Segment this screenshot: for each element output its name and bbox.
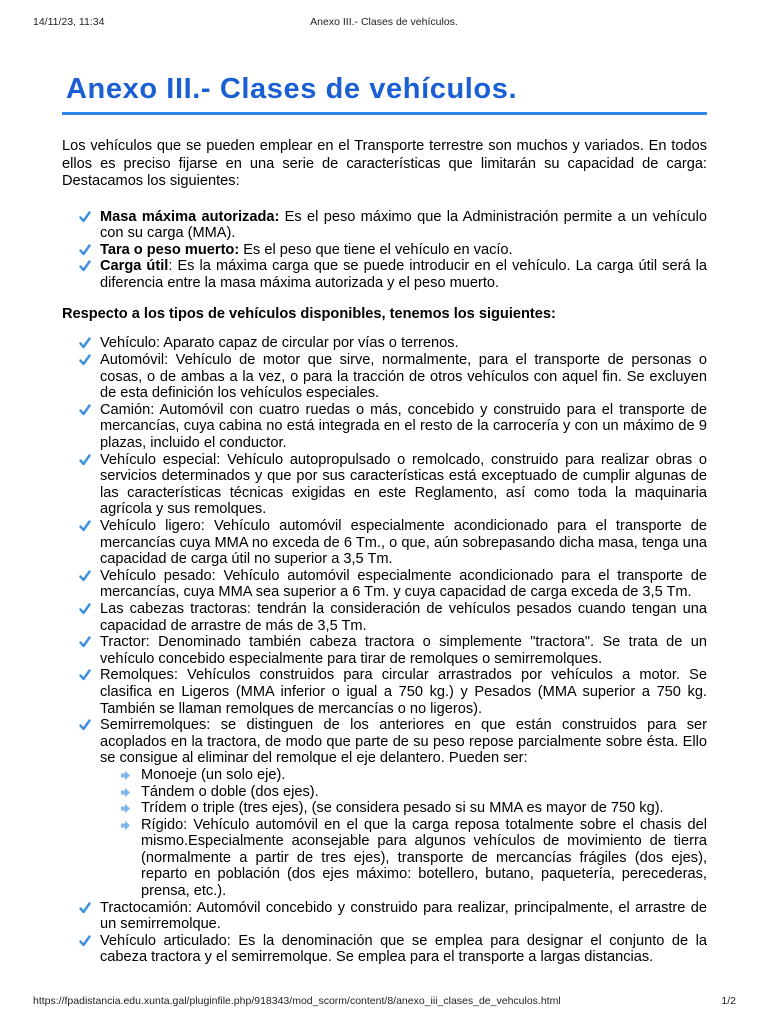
arrow-right-icon: [120, 803, 131, 814]
arrow-right-icon: [120, 820, 131, 831]
subtype-text: Monoeje (un solo eje).: [141, 766, 286, 783]
check-icon: [79, 636, 91, 648]
types-heading: Respecto a los tipos de vehículos disponibles, tenemos los siguientes:: [62, 306, 556, 323]
list-item: [100, 568, 707, 601]
source-url: https://fpadistancia.edu.xunta.gal/pluginfile.php/918343/mod_scorm/content/8/anexo_iii_clases_de_vehculos.html: [33, 995, 561, 1007]
check-icon: [79, 454, 91, 466]
arrow-right-icon: [120, 770, 131, 781]
check-icon: [79, 935, 91, 947]
list-item: [100, 402, 707, 452]
list-item: [100, 209, 707, 242]
page-title: Anexo III.- Clases de vehículos.: [62, 70, 707, 115]
print-date: 14/11/23, 11:34: [33, 16, 105, 28]
vehicle-type-text: Vehículo ligero: Vehículo automóvil especialmente acondicionado para el transporte de mercancías cuya MMA no exceda de 6 Tm., o que, aún sobrepasando dicha masa, tenga una capacidad de carga útil no superior a 3,5 Tm.: [100, 518, 707, 568]
sub-list-item: [141, 767, 707, 784]
document-content: [62, 70, 707, 966]
check-icon: [79, 902, 91, 914]
vehicle-type-text: Vehículo especial: Vehículo autopropulsado o remolcado, construido para realizar obras o servicios determinados y que por sus características está exceptuado de cumplir algunas de las características técnicas exigidas en este Reglamento, así como toda la maquinaria agrícola y sus remolques.: [100, 451, 707, 518]
check-icon: [79, 244, 91, 256]
list-item: [100, 933, 707, 966]
list-item: [100, 667, 707, 717]
sub-list-item: [141, 784, 707, 801]
vehicle-type-text: Tractocamión: Automóvil concebido y construido para realizar, principalmente, el arrastre de un semirremolque.: [100, 899, 707, 933]
print-header: [0, 16, 768, 30]
vehicle-type-text: Tractor: Denominado también cabeza tractora o simplemente "tractora". Se trata de un vehículo concebido especialmente para tirar de remolques o semirremolques.: [100, 634, 707, 667]
check-icon: [79, 520, 91, 532]
check-icon: [79, 669, 91, 681]
features-list: [62, 209, 707, 292]
feature-term: Carga útil: [100, 258, 169, 275]
vehicle-type-text: Vehículo: Aparato capaz de circular por vías o terrenos.: [100, 335, 459, 352]
check-icon: [79, 260, 91, 272]
feature-text: Es el peso máximo que la Administración permite a un vehículo con su carga (MMA).: [100, 208, 707, 242]
check-icon: [79, 719, 91, 731]
vehicle-type-text: Remolques: Vehículos construidos para circular arrastrados por vehículos a motor. Se clasifica en Ligeros (MMA inferior o igual a 750 kg.) y Pesados (MMA superior a 750 kg. También se llaman remolques de mercancías o no ligeros).: [100, 667, 707, 717]
check-icon: [79, 570, 91, 582]
feature-term: Masa máxima autorizada:: [100, 208, 280, 225]
semirremolque-subtypes-list: [100, 767, 707, 900]
subtype-text: Trídem o triple (tres ejes), (se considera pesado si su MMA es mayor de 750 kg).: [141, 800, 664, 817]
list-item: [100, 900, 707, 933]
print-footer: [0, 995, 768, 1009]
list-item: [100, 352, 707, 402]
vehicle-type-text: Semirremolques: se distinguen de los anteriores en que están construidos para ser acoplados en la tractora, de modo que parte de su peso repose parcialmente sobre ésta. Ello se consigue al eliminar del remolque el eje delantero. Pueden ser:: [100, 717, 707, 767]
check-icon: [79, 603, 91, 615]
check-icon: [79, 337, 91, 349]
feature-text: : Es la máxima carga que se puede introducir en el vehículo. La carga útil será la diferencia entre la masa máxima autorizada y el peso muerto.: [100, 258, 707, 291]
page-number: 1/2: [721, 995, 736, 1007]
subtype-text: Tándem o doble (dos ejes).: [141, 783, 319, 800]
list-item: [100, 634, 707, 667]
vehicle-type-text: Las cabezas tractoras: tendrán la consideración de vehículos pesados cuando tengan una capacidad de arrastre de más de 3,5 Tm.: [100, 600, 707, 634]
vehicle-type-text: Automóvil: Vehículo de motor que sirve, normalmente, para el transporte de personas o cosas, o de ambas a la vez, o para la tracción de otros vehículos con aquel fin. Se excluyen de esta definición los vehículos especiales.: [100, 352, 707, 402]
arrow-right-icon: [120, 787, 131, 798]
intro-paragraph: Los vehículos que se pueden emplear en el Transporte terrestre son muchos y variados. En todos ellos es preciso fijarse en una serie de características que limitarán su capacidad de carga: Destacamos los siguientes:: [62, 138, 707, 189]
list-item: [100, 452, 707, 518]
print-page-title: Anexo III.- Clases de vehículos.: [310, 16, 458, 28]
vehicle-type-text: Camión: Automóvil con cuatro ruedas o más, concebido y construido para el transporte de mercancías, cuya cabina no está integrada en el resto de la carrocería y con un máximo de 9 plazas, incluido el conductor.: [100, 401, 707, 452]
feature-text: Es el peso que tiene el vehículo en vacío.: [239, 241, 513, 258]
list-item: [100, 601, 707, 634]
vehicle-types-list: [62, 335, 707, 966]
list-item: [100, 242, 707, 259]
sub-list-item: [141, 817, 707, 900]
vehicle-type-text: Vehículo pesado: Vehículo automóvil especialmente acondicionado para el transporte de mercancías, cuya MMA sea superior a 6 Tm. y cuya capacidad de carga exceda de 3,5 Tm.: [100, 567, 707, 601]
feature-term: Tara o peso muerto:: [100, 241, 240, 258]
list-item: [100, 717, 707, 900]
list-item: [100, 518, 707, 568]
sub-list-item: [141, 800, 707, 817]
subtype-text: Rígido: Vehículo automóvil en el que la carga reposa totalmente sobre el chasis del mismo.Especialmente aconsejable para algunos vehículos de movimiento de tierra (normalmente a partir de tres ejes), transporte de mercancías frágiles (dos ejes), reparto en población (dos ejes máximo: botellero, butano, paquetería, perecederas, prensa, etc.).: [141, 816, 707, 900]
check-icon: [79, 211, 91, 223]
vehicle-type-text: Vehículo articulado: Es la denominación que se emplea para designar el conjunto de la cabeza tractora y el semirremolque. Se emplea para el transporte a largas distancias.: [100, 932, 707, 966]
list-item: [100, 258, 707, 291]
check-icon: [79, 354, 91, 366]
check-icon: [79, 404, 91, 416]
list-item: [100, 335, 707, 352]
